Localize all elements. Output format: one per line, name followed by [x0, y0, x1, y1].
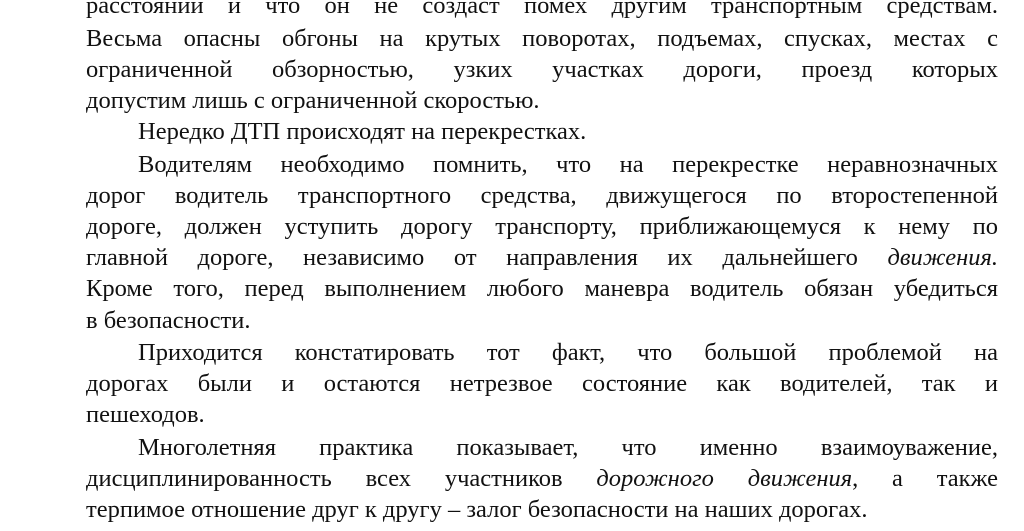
text-span	[596, 465, 998, 492]
text-line	[86, 467, 998, 492]
text-line: Многолетняя практика показывает, что именно взаимоуважение,	[138, 434, 998, 461]
text-line: дороге, должен уступить дорогу транспорту, приближающемуся к нему по	[86, 213, 998, 240]
text-line: Нередко ДТП происходят на перекрестках.	[138, 118, 587, 145]
text-line: терпимое отношение друг к другу – залог безопасности на наших дорогах.	[86, 496, 868, 523]
text-line	[86, 246, 998, 271]
text-span: , а также	[852, 465, 999, 492]
text-line: в безопасности.	[86, 307, 251, 334]
text-line: Кроме того, перед выполнением любого маневра водитель обязан убедиться	[86, 275, 998, 302]
text-line: пешеходов.	[86, 401, 205, 428]
text-span: дисциплинированность всех участников	[86, 465, 563, 492]
text-line: Приходится констатировать тот факт, что большой проблемой на	[138, 339, 998, 366]
text-line: Весьма опасны обгоны на крутых поворотах, подъемах, спусках, местах с	[86, 25, 998, 52]
italic-text: дорожного движения	[596, 465, 853, 492]
text-span: главной дороге, независимо от направления их дальнейшего	[86, 244, 858, 271]
text-line: ограниченной обзорностью, узких участках дороги, проезд которых	[86, 56, 998, 83]
italic-text: движения.	[887, 244, 999, 271]
text-line: Водителям необходимо помнить, что на перекрестке неравнозначных	[138, 151, 998, 178]
text-line: расстоянии и что он не создаст помех другим транспортным средствам.	[86, 0, 998, 19]
text-line: допустим лишь с ограниченной скоростью.	[86, 87, 540, 114]
text-line: дорогах были и остаются нетрезвое состояние как водителей, так и	[86, 370, 998, 397]
text-line: дорог водитель транспортного средства, движущегося по второстепенной	[86, 182, 998, 209]
